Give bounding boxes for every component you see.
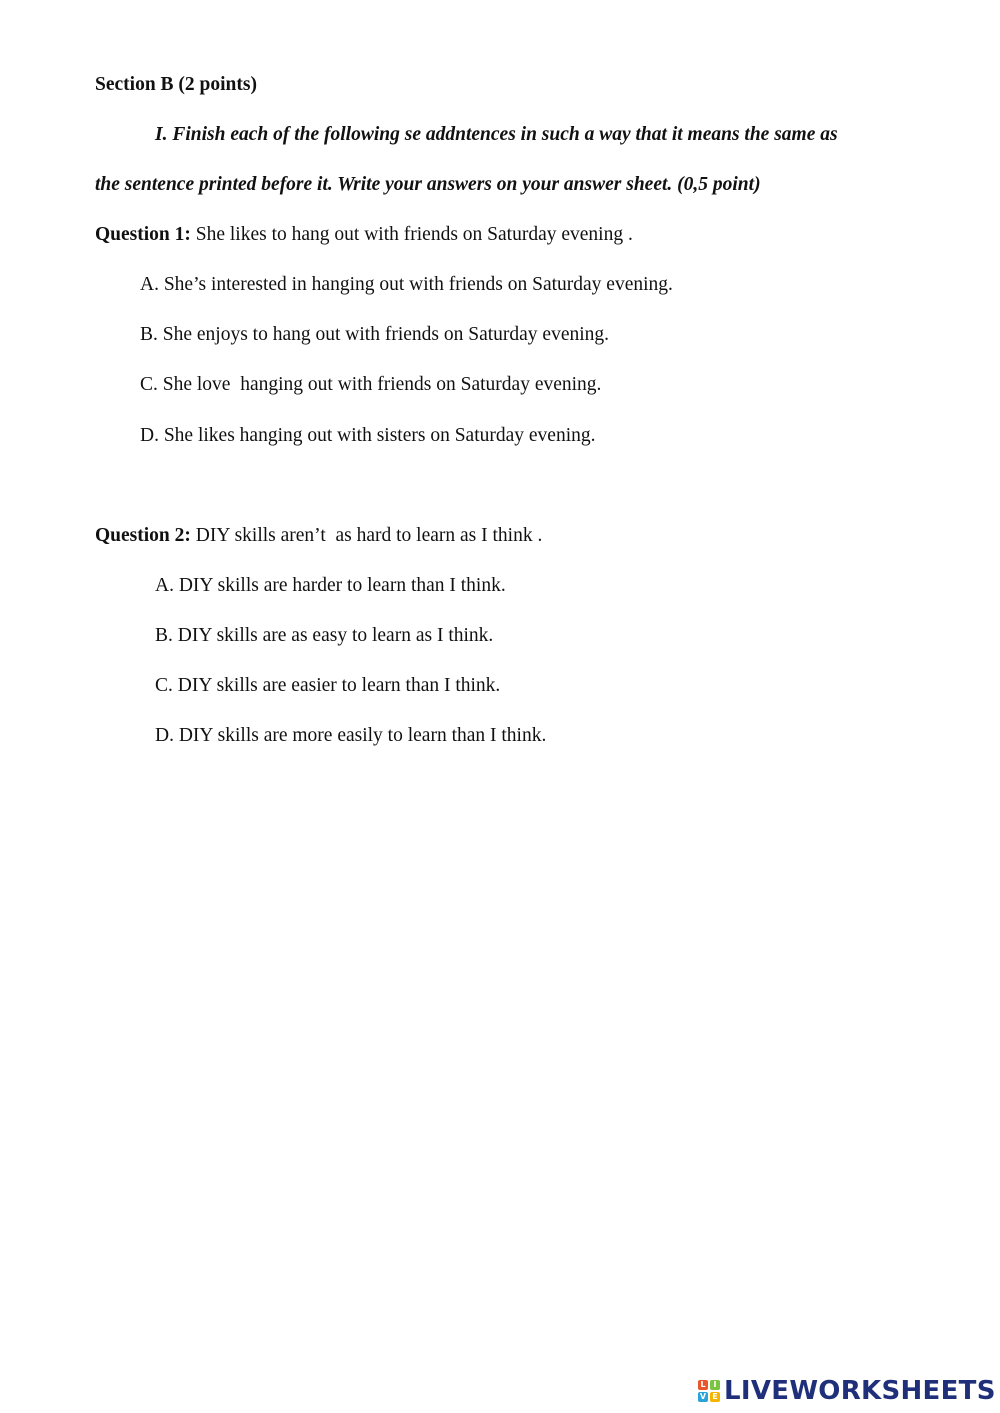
question-2-label: Question 2: bbox=[95, 525, 191, 546]
question-1-option-c: C. She love hanging out with friends on Saturday evening. bbox=[140, 374, 602, 395]
question-1-text: She likes to hang out with friends on Saturday evening . bbox=[190, 224, 633, 245]
logo-letter-i: I bbox=[710, 1380, 720, 1390]
question-1-option-a: A. She’s interested in hanging out with friends on Saturday evening. bbox=[140, 274, 673, 295]
question-2-option-c: C. DIY skills are easier to learn than I think. bbox=[155, 675, 501, 696]
question-1 bbox=[95, 225, 633, 245]
question-1-option-d: D. She likes hanging out with sisters on Saturday evening. bbox=[140, 425, 596, 446]
logo-letter-v: V bbox=[699, 1392, 707, 1401]
question-1-option-b: B. She enjoys to hang out with friends on Saturday evening. bbox=[140, 324, 610, 345]
instruction-line-1: I. Finish each of the following se addntences in such a way that it means the same as bbox=[155, 124, 838, 145]
question-2-text: DIY skills aren’t as hard to learn as I think . bbox=[190, 525, 543, 546]
liveworksheets-brand[interactable] bbox=[698, 1378, 996, 1404]
question-2 bbox=[95, 526, 542, 546]
section-title: Section B (2 points) bbox=[95, 74, 257, 95]
liveworksheets-logo-icon bbox=[698, 1380, 720, 1402]
instruction-line-2: the sentence printed before it. Write your answers on your answer sheet. (0,5 point) bbox=[95, 174, 761, 195]
question-1-label: Question 1: bbox=[95, 224, 191, 245]
brand-name: LIVEWORKSHEETS bbox=[724, 1376, 996, 1406]
logo-letter-l: L bbox=[698, 1380, 708, 1390]
question-2-option-b: B. DIY skills are as easy to learn as I think. bbox=[155, 625, 494, 646]
question-2-option-d: D. DIY skills are more easily to learn than I think. bbox=[155, 725, 547, 746]
question-2-option-a: A. DIY skills are harder to learn than I think. bbox=[155, 575, 506, 596]
logo-letter-e: E bbox=[710, 1392, 720, 1402]
